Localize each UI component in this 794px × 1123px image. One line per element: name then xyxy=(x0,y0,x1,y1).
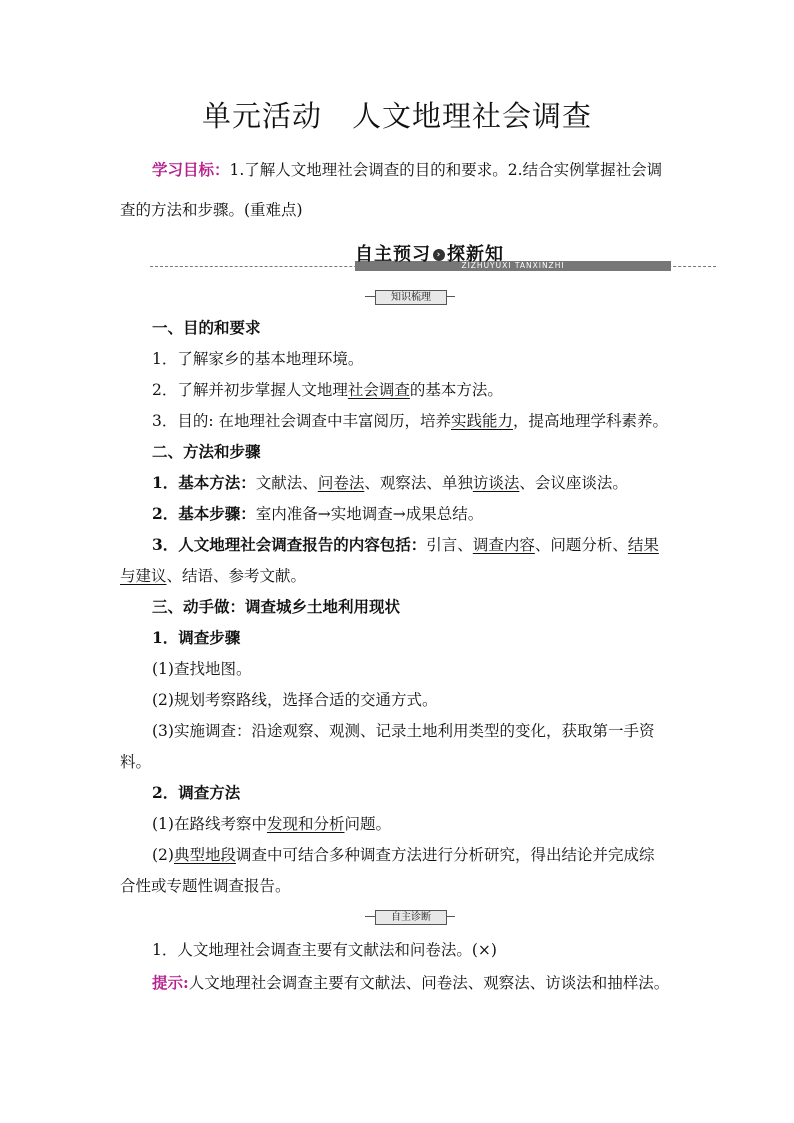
chevron-right-icon: › xyxy=(433,249,445,261)
hint-label: 提示: xyxy=(152,973,189,992)
underlined-term: 与建议 xyxy=(120,567,167,585)
underlined-term: 实践能力 xyxy=(451,412,514,430)
s3-method-2: (2)典型地段调查中可结合多种调查方法进行分析研究，得出结论并完成综 xyxy=(152,846,655,864)
objectives-continued: 查的方法和步骤。(重难点) xyxy=(120,201,303,219)
underlined-term: 社会调查 xyxy=(347,381,410,399)
s1-item-3: 3．目的: 在地理社会调查中丰富阅历，培养实践能力，提高地理学科素养。 xyxy=(152,412,669,430)
s3-step-1: (1)查找地图。 xyxy=(152,660,252,678)
banner-title-right: 探新知 xyxy=(447,244,504,265)
section-1-heading: 一、目的和要求 xyxy=(152,318,261,337)
underlined-term: 问卷法 xyxy=(317,474,365,492)
banner-title-left: 自主预习 xyxy=(355,244,431,265)
s3-subheading-steps: 1．调查步骤 xyxy=(152,628,241,647)
s2-item-1: 1．基本方法：文献法、问卷法、观察法、单独访谈法、会议座谈法。 xyxy=(152,473,628,492)
page-title: 单元活动 人文地理社会调查 xyxy=(201,99,592,133)
s3-step-2: (2)规划考察路线，选择合适的交通方式。 xyxy=(152,691,438,709)
learning-objectives xyxy=(152,160,712,180)
underlined-term: 发现和分析 xyxy=(266,815,345,833)
section-banner xyxy=(150,238,716,274)
s3-method-1: (1)在路线考察中发现和分析问题。 xyxy=(152,815,391,833)
s2-item-2: 2．基本步骤：室内准备→实地调查→成果总结。 xyxy=(152,504,484,523)
underlined-term: 访谈法 xyxy=(472,474,520,492)
s3-method-2-continued: 合性或专题性调查报告。 xyxy=(120,877,291,895)
objectives-text: 1.了解人文地理社会调查的目的和要求。2.结合实例掌握社会调 xyxy=(229,161,663,179)
s3-step-3-continued: 料。 xyxy=(120,753,152,771)
s3-step-3: (3)实施调查：沿途观察、观测、记录土地利用类型的变化，获取第一手资 xyxy=(152,722,655,740)
s2-item-3: 3．人文地理社会调查报告的内容包括：引言、调查内容、问题分析、结果 xyxy=(152,535,659,554)
banner-title xyxy=(355,240,504,266)
hint-text: 人文地理社会调查主要有文献法、问卷法、观察法、访谈法和抽样法。 xyxy=(188,974,670,992)
s2-item-3-continued: 与建议、结语、参考文献。 xyxy=(120,567,307,585)
diagnosis-tag xyxy=(365,910,455,924)
objectives-label: 学习目标： xyxy=(152,160,230,179)
s1-item-2: 2．了解并初步掌握人文地理社会调查的基本方法。 xyxy=(152,381,503,399)
underlined-term: 典型地段 xyxy=(173,846,236,864)
s1-item-1: 1．了解家乡的基本地理环境。 xyxy=(152,350,364,368)
section-2-heading: 二、方法和步骤 xyxy=(152,442,261,461)
diagnosis-question-1: 1．人文地理社会调查主要有文献法和问卷法。(×) xyxy=(152,941,497,959)
underlined-term: 结果 xyxy=(627,536,659,554)
section-3-heading: 三、动手做：调查城乡土地利用现状 xyxy=(152,597,401,616)
diagnosis-hint xyxy=(152,973,712,993)
s3-subheading-methods: 2．调查方法 xyxy=(152,783,241,802)
knowledge-tag xyxy=(365,290,455,304)
banner-pinyin: ZIZHUYUXI TANXINZHI xyxy=(355,261,671,271)
underlined-term: 调查内容 xyxy=(472,536,535,554)
knowledge-tag-label: 知识梳理 xyxy=(375,290,447,305)
diagnosis-tag-label: 自主诊断 xyxy=(375,910,447,925)
